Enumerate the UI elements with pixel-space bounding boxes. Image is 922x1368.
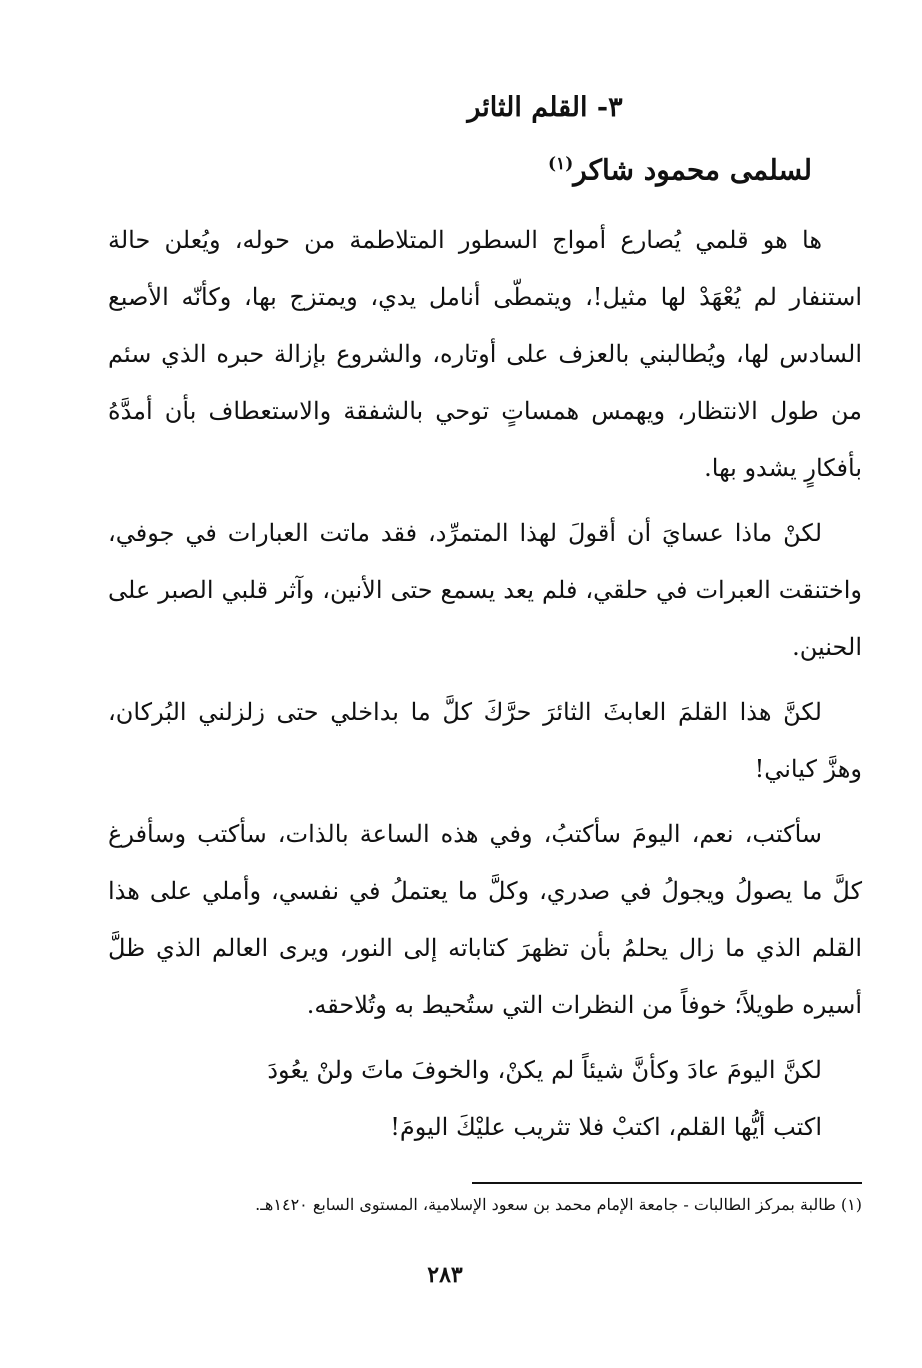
paragraph-1: ها هو قلمي يُصارع أمواج السطور المتلاطمة من حوله، ويُعلن حالة استنفار لم يُعْهَدْ لها مثيل!، ويتمطّى أنامل يدي، ويمتزج بها، وكأنّه الأصبع السادس لها، ويُطالبني بالعزف على أوتاره، والشروع بإزالة حبره الذي سئم من طول الانتظار، ويهمس همساتٍ توحي بالشفقة والاستعطاف بأن أمدَّهُ بأفكارٍ يشدو بها. [108,226,862,483]
chapter-title: ٣- القلم الثائر [467,92,623,123]
author-line [108,142,812,192]
author-name: لسلمى محمود شاكر [573,153,812,187]
footnote-marker: (١) [548,154,574,174]
book-page [108,88,862,1368]
verse-line-1: لكنَّ اليومَ عادَ وكأنَّ شيئاً لم يكنْ، والخوفَ ماتَ ولنْ يعُودَ [267,1056,822,1085]
paragraph-4: سأكتب، نعم، اليومَ سأكتبُ، وفي هذه الساعة بالذات، سأكتب وسأفرغ كلَّ ما يصولُ ويجولُ في صدري، وكلَّ ما يعتملُ في نفسي، وأملي على هذا القلم الذي ما زال يحلمُ بأن تظهرَ كتاباته إلى النور، ويرى العالم الذي ظلَّ أسيره طويلاً؛ خوفاً من النظرات التي ستُحيط به وتُلاحقه. [108,820,863,1020]
footnote-text: (١) طالبة بمركز الطالبات - جامعة الإمام محمد بن سعود الإسلامية، المستوى السابع ١٤٢٠هـ. [255,1195,862,1214]
verse-line-2: اكتب أيُّها القلم، اكتبْ فلا تثريب عليْكَ اليومَ! [390,1113,822,1142]
footnote-divider [472,1182,862,1184]
paragraph-3: لكنَّ هذا القلمَ العابثَ الثائرَ حرَّكَ كلَّ ما بداخلي حتى زلزلني البُركان، وهزَّ كياني! [108,698,862,784]
paragraph-2: لكنْ ماذا عسايَ أن أقولَ لهذا المتمرِّد، فقد ماتت العبارات في جوفي، واختنقت العبرات في حلقي، فلم يعد يسمع حتى الأنين، وآثر قلبي الصبر على الحنين. [108,519,862,662]
page-number: ٢٨٣ [427,1262,463,1288]
